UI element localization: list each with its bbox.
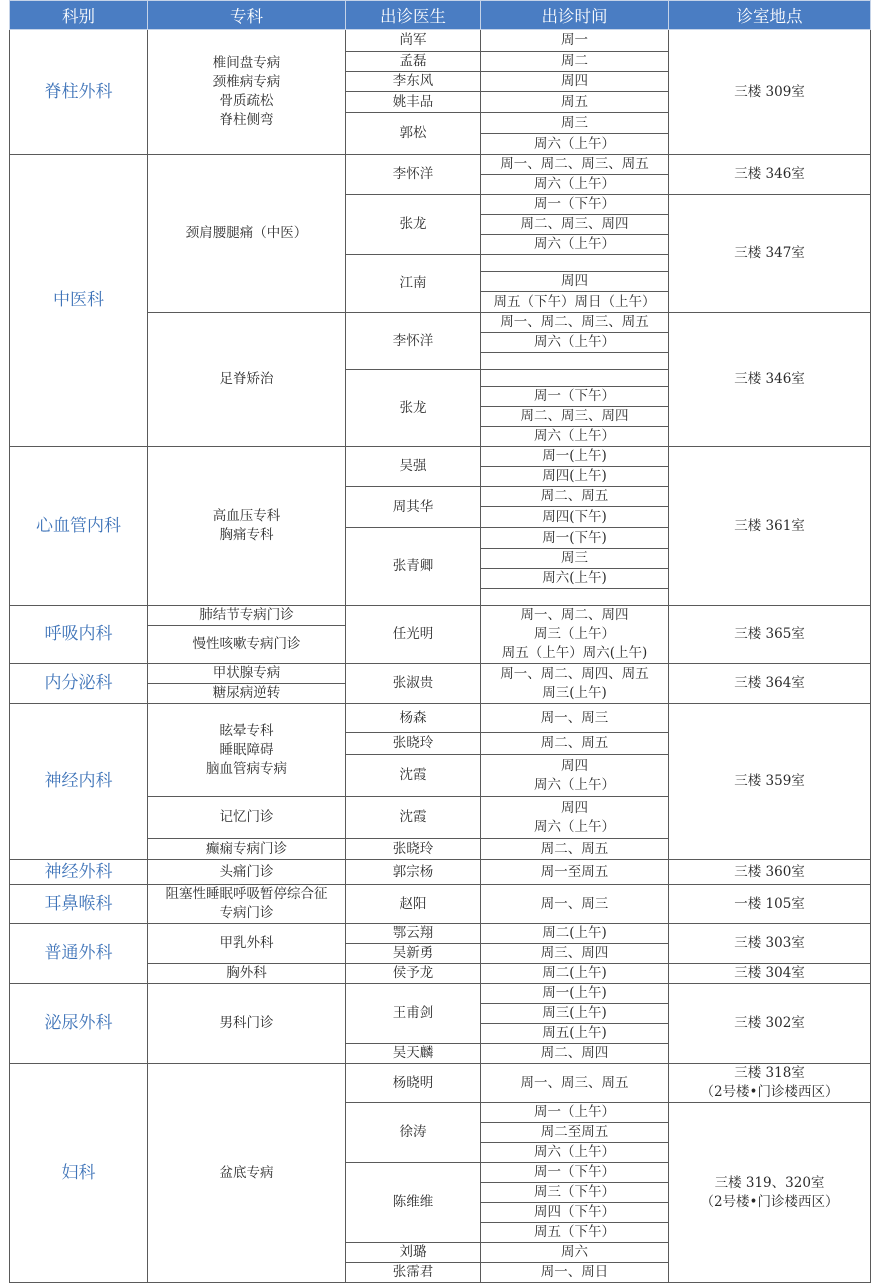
table-cell: 尚军 [346, 30, 481, 52]
table-cell: 周六（上午） [481, 427, 669, 447]
table-cell: 三楼 303室 [669, 924, 871, 964]
table-cell: 周五(上午) [481, 1024, 669, 1044]
department-cell: 妇科 [10, 1064, 148, 1283]
header-room: 诊室地点 [669, 1, 871, 30]
table-cell: 周六(上午) [481, 569, 669, 589]
table-cell [481, 255, 669, 272]
table-cell: 张晓玲 [346, 733, 481, 755]
department-cell: 普通外科 [10, 924, 148, 984]
table-cell: 周二至周五 [481, 1123, 669, 1143]
table-cell: 李怀洋 [346, 313, 481, 370]
table-cell: 男科门诊 [148, 984, 346, 1064]
table-cell [481, 353, 669, 370]
table-cell: 周六 [481, 1243, 669, 1263]
table-cell: 杨晓明 [346, 1064, 481, 1103]
table-cell: 周一、周二、周三、周五 [481, 155, 669, 175]
table-cell: 周二(上午) [481, 924, 669, 944]
table-cell: 周一、周二、周四 周三（上午） 周五（上午）周六(上午) [481, 606, 669, 664]
table-cell [481, 370, 669, 387]
table-cell: 沈霞 [346, 797, 481, 839]
table-cell: 周一至周五 [481, 860, 669, 885]
table-cell: 周二、周五 [481, 487, 669, 507]
table-cell: 胸外科 [148, 964, 346, 984]
table-row [10, 606, 871, 626]
table-cell: 刘璐 [346, 1243, 481, 1263]
table-cell: 吴强 [346, 447, 481, 487]
table-cell: 侯予龙 [346, 964, 481, 984]
table-cell: 张龙 [346, 370, 481, 447]
table-row [10, 885, 871, 924]
department-cell: 耳鼻喉科 [10, 885, 148, 924]
table-cell: 吴新勇 [346, 944, 481, 964]
table-cell: 周其华 [346, 487, 481, 528]
table-cell: 阻塞性睡眠呼吸暂停综合征 专病门诊 [148, 885, 346, 924]
table-row [10, 447, 871, 467]
clinic-schedule-table [9, 0, 871, 1283]
table-row [10, 664, 871, 684]
table-cell: 周一、周三 [481, 704, 669, 733]
table-cell: 鄂云翔 [346, 924, 481, 944]
table-cell: 杨森 [346, 704, 481, 733]
table-cell: 一楼 105室 [669, 885, 871, 924]
table-cell: 任光明 [346, 606, 481, 664]
table-cell: 三楼 319、320室 （2号楼•门诊楼西区） [669, 1103, 871, 1283]
table-cell: 张晓玲 [346, 839, 481, 860]
table-cell: 孟磊 [346, 52, 481, 72]
department-cell: 心血管内科 [10, 447, 148, 606]
table-cell: 周一、周二、周三、周五 [481, 313, 669, 333]
table-cell: 周一(上午) [481, 447, 669, 467]
table-cell: 周一、周日 [481, 1263, 669, 1283]
table-cell: 周三(上午) [481, 1004, 669, 1024]
table-cell: 三楼 361室 [669, 447, 871, 606]
table-cell: 沈霞 [346, 755, 481, 797]
table-cell: 三楼 346室 [669, 155, 871, 195]
table-cell: 郭宗杨 [346, 860, 481, 885]
table-row [10, 704, 871, 733]
table-cell: 周三 [481, 113, 669, 134]
table-cell: 周一（下午） [481, 195, 669, 215]
table-cell: 周四(上午) [481, 467, 669, 487]
table-cell: 李东风 [346, 72, 481, 92]
table-cell: 盆底专病 [148, 1064, 346, 1283]
department-cell: 内分泌科 [10, 664, 148, 704]
table-cell: 三楼 302室 [669, 984, 871, 1064]
department-cell: 神经外科 [10, 860, 148, 885]
header-specialty: 专科 [148, 1, 346, 30]
table-cell: 三楼 360室 [669, 860, 871, 885]
table-cell: 高血压专科 胸痛专科 [148, 447, 346, 606]
table-cell: 张青卿 [346, 528, 481, 606]
table-row [10, 1064, 871, 1103]
table-cell: 周六（上午） [481, 235, 669, 255]
table-cell: 周六（上午） [481, 175, 669, 195]
table-cell: 周五 [481, 92, 669, 113]
table-cell: 江南 [346, 255, 481, 313]
table-cell: 眩晕专科 睡眠障碍 脑血管病专病 [148, 704, 346, 797]
table-cell: 周四(下午) [481, 507, 669, 528]
table-cell: 周一(下午) [481, 528, 669, 549]
table-cell: 三楼 318室 （2号楼•门诊楼西区） [669, 1064, 871, 1103]
table-cell: 陈维维 [346, 1163, 481, 1243]
table-cell: 张霈君 [346, 1263, 481, 1283]
table-cell: 周四 周六（上午） [481, 755, 669, 797]
header-row [10, 1, 871, 30]
table-cell: 糖尿病逆转 [148, 684, 346, 704]
table-cell: 周一、周三、周五 [481, 1064, 669, 1103]
table-cell: 周六（上午） [481, 333, 669, 353]
table-cell: 三楼 347室 [669, 195, 871, 313]
table-cell: 周三 [481, 549, 669, 569]
table-cell: 李怀洋 [346, 155, 481, 195]
table-cell: 癫痫专病门诊 [148, 839, 346, 860]
table-cell: 三楼 304室 [669, 964, 871, 984]
table-cell: 颈肩腰腿痛（中医） [148, 155, 346, 313]
table-cell: 姚丰品 [346, 92, 481, 113]
table-cell: 周二、周五 [481, 733, 669, 755]
table-cell: 周一（下午） [481, 387, 669, 407]
table-cell: 慢性咳嗽专病门诊 [148, 626, 346, 664]
table-cell: 甲乳外科 [148, 924, 346, 964]
table-cell: 周四 周六（上午） [481, 797, 669, 839]
table-cell: 三楼 359室 [669, 704, 871, 860]
header-department: 科别 [10, 1, 148, 30]
table-cell: 周四（下午） [481, 1203, 669, 1223]
table-cell: 周二 [481, 52, 669, 72]
table-cell: 足脊矫治 [148, 313, 346, 447]
table-cell: 周二、周四 [481, 1044, 669, 1064]
table-cell: 甲状腺专病 [148, 664, 346, 684]
table-cell: 周三、周四 [481, 944, 669, 964]
table-cell [481, 589, 669, 606]
header-doctor: 出诊医生 [346, 1, 481, 30]
table-cell: 周四 [481, 272, 669, 292]
department-cell: 泌尿外科 [10, 984, 148, 1064]
header-time: 出诊时间 [481, 1, 669, 30]
table-row [10, 984, 871, 1004]
department-cell: 神经内科 [10, 704, 148, 860]
table-cell: 肺结节专病门诊 [148, 606, 346, 626]
table-cell: 三楼 309室 [669, 30, 871, 155]
table-cell: 徐涛 [346, 1103, 481, 1163]
department-cell: 呼吸内科 [10, 606, 148, 664]
table-cell: 王甫剑 [346, 984, 481, 1044]
table-cell: 周一 [481, 30, 669, 52]
table-cell: 周六（上午） [481, 1143, 669, 1163]
table-cell: 周四 [481, 72, 669, 92]
table-cell: 椎间盘专病 颈椎病专病 骨质疏松 脊柱侧弯 [148, 30, 346, 155]
table-cell: 周一（下午） [481, 1163, 669, 1183]
table-cell: 三楼 365室 [669, 606, 871, 664]
table-cell: 周二、周五 [481, 839, 669, 860]
table-cell: 周一、周三 [481, 885, 669, 924]
table-cell: 三楼 364室 [669, 664, 871, 704]
table-cell: 记忆门诊 [148, 797, 346, 839]
table-cell: 张淑贵 [346, 664, 481, 704]
table-cell: 周二、周三、周四 [481, 407, 669, 427]
table-row [10, 155, 871, 175]
table-cell: 三楼 346室 [669, 313, 871, 447]
table-cell: 赵阳 [346, 885, 481, 924]
table-cell: 周二(上午) [481, 964, 669, 984]
table-cell: 周五（下午） [481, 1223, 669, 1243]
table-cell: 吴天麟 [346, 1044, 481, 1064]
table-cell: 头痛门诊 [148, 860, 346, 885]
table-cell: 郭松 [346, 113, 481, 155]
table-cell: 周二、周三、周四 [481, 215, 669, 235]
table-row [10, 924, 871, 944]
table-cell: 周五（下午）周日（上午） [481, 292, 669, 313]
table-row [10, 860, 871, 885]
table-cell: 张龙 [346, 195, 481, 255]
table-cell: 周一（上午） [481, 1103, 669, 1123]
schedule-body [10, 30, 871, 1283]
department-cell: 脊柱外科 [10, 30, 148, 155]
department-cell: 中医科 [10, 155, 148, 447]
table-cell: 周六（上午） [481, 134, 669, 155]
table-cell: 周三（下午） [481, 1183, 669, 1203]
table-cell: 周一、周二、周四、周五 周三(上午) [481, 664, 669, 704]
table-row [10, 30, 871, 52]
table-cell: 周一(上午) [481, 984, 669, 1004]
